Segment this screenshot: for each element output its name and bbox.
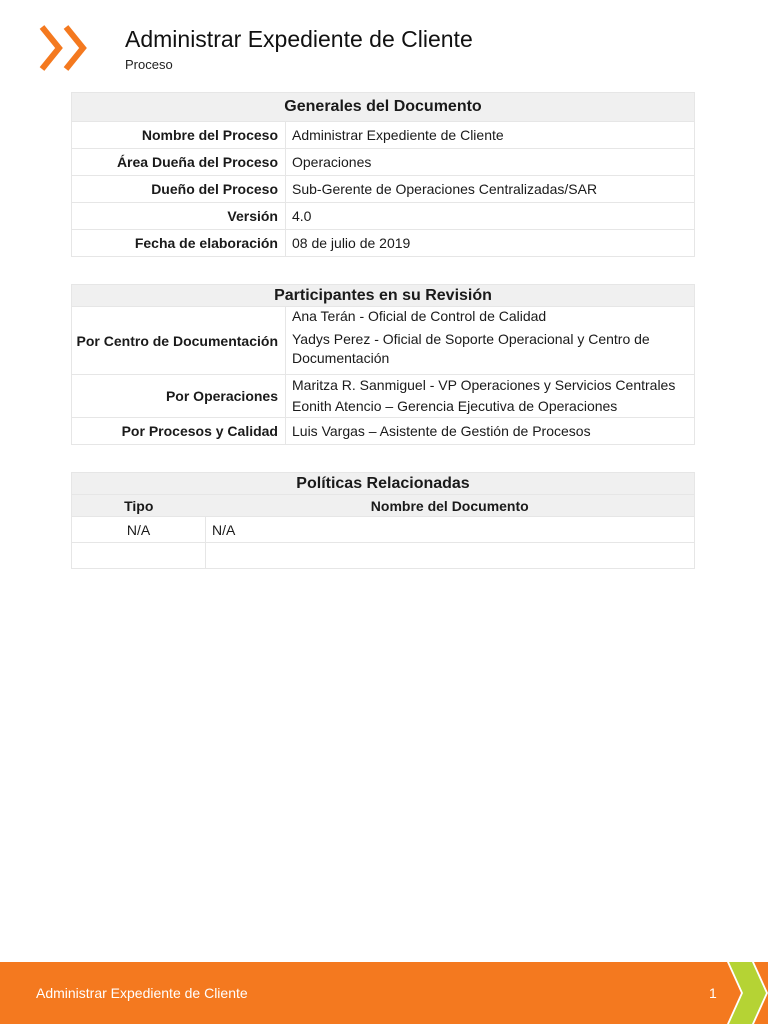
column-header-nombre: Nombre del Documento — [206, 495, 695, 517]
row-label: Dueño del Proceso — [72, 176, 286, 203]
row-label: Área Dueña del Proceso — [72, 149, 286, 176]
row-value: Sub-Gerente de Operaciones Centralizadas/SAR — [286, 176, 695, 203]
table-row — [72, 176, 695, 203]
participant-entry: Maritza R. Sanmiguel - VP Operaciones y Servicios Centrales — [292, 377, 676, 393]
participantes-heading: Participantes en su Revisión — [72, 285, 695, 307]
row-value: 08 de julio de 2019 — [286, 230, 695, 257]
row-label: Nombre del Proceso — [72, 122, 286, 149]
row-label: Versión — [72, 203, 286, 230]
participant-entry: Luis Vargas – Asistente de Gestión de Procesos — [292, 422, 591, 439]
document-title: Administrar Expediente de Cliente — [125, 26, 473, 52]
page-number: 1 — [709, 985, 717, 1001]
row-label: Por Operaciones — [72, 375, 286, 418]
table-row — [72, 543, 695, 569]
cell-nombre: N/A — [206, 517, 695, 543]
cell-nombre — [206, 543, 695, 569]
participantes-table — [71, 284, 695, 445]
row-label: Fecha de elaboración — [72, 230, 286, 257]
row-label: Por Procesos y Calidad — [72, 418, 286, 445]
table-row — [72, 307, 695, 375]
participant-entry: Yadys Perez - Oficial de Soporte Operacional y Centro de Documentación — [292, 331, 650, 366]
table-row — [72, 149, 695, 176]
footer-title: Administrar Expediente de Cliente — [36, 985, 248, 1001]
participant-entry: Ana Terán - Oficial de Control de Calidad — [292, 308, 547, 324]
column-header-tipo: Tipo — [72, 495, 206, 517]
cell-tipo — [72, 543, 206, 569]
generales-table — [71, 92, 695, 257]
table-row — [72, 418, 695, 445]
row-label: Por Centro de Documentación — [72, 307, 286, 375]
row-value: Administrar Expediente de Cliente — [286, 122, 695, 149]
row-value — [286, 307, 695, 375]
table-row — [72, 230, 695, 257]
politicas-table — [71, 472, 695, 569]
table-row — [72, 517, 695, 543]
row-value — [286, 375, 695, 418]
footer-chevron-icon — [727, 962, 768, 1024]
logo-double-chevron-icon — [38, 22, 96, 74]
table-row — [72, 375, 695, 418]
table-row — [72, 122, 695, 149]
row-value: Operaciones — [286, 149, 695, 176]
cell-tipo: N/A — [72, 517, 206, 543]
politicas-heading: Políticas Relacionadas — [72, 473, 695, 495]
generales-heading: Generales del Documento — [72, 93, 695, 122]
row-value — [286, 418, 695, 445]
table-row — [72, 203, 695, 230]
document-subtitle: Proceso — [125, 57, 173, 72]
participant-entry: Eonith Atencio – Gerencia Ejecutiva de Operaciones — [292, 398, 618, 414]
row-value: 4.0 — [286, 203, 695, 230]
